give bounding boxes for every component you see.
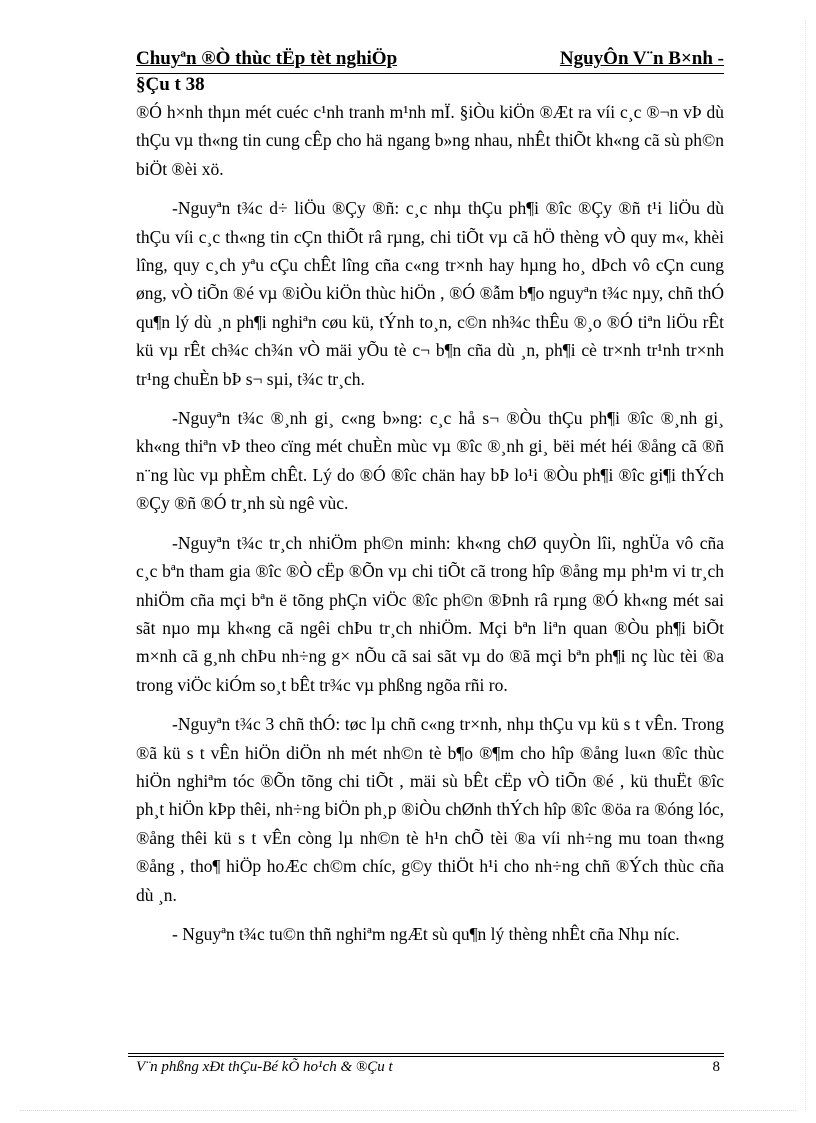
paragraph: -Nguyªn t¾c tr¸ch nhiÖm ph©n minh: kh«ng chØ quyÒn lîi, nghÜa vô cña c¸c bªn tham gia ®îc ®Ò cËp ®Õn vµ chi tiÕt cã trong hîp ®ång mµ ph¹m vi tr¸ch nhiÖm cña mçi bªn ë tõng phÇn viÖc ®îc ph©n ®Þnh râ rµng ®Ó kh«ng mét sai sãt nµo mµ kh«ng cã ngêi chÞu tr¸ch nhiÖm. Mçi bªn liªn quan ®Òu ph¶i biÕt m×nh cã g¸nh chÞu nh÷ng g× nÕu cã sai sãt vµ do ®ã mçi bªn ph¶i nç lùc tèi ®a trong viÖc kiÓm so¸t bÊt tr¾c vµ phßng ngõa rñi ro. [136, 532, 724, 695]
page-header [136, 48, 724, 70]
paragraph: -Nguyªn t¾c ®¸nh gi¸ c«ng b»ng: c¸c hå s¬ ®Òu thÇu ph¶i ®îc ®¸nh gi¸ kh«ng thiªn vÞ theo cïng mét chuÈn mùc vµ ®îc ®¸nh gi¸ bëi mét héi ®ång cã ®ñ n¨ng lùc vµ phÈm chÊt. Lý do ®Ó ®îc chän hay bÞ lo¹i ®Òu ph¶i ®îc gi¶i thÝch ®Çy ®ñ ®Ó tr¸nh sù ngê vùc. [136, 408, 724, 514]
page-edge [805, 20, 806, 1110]
paragraph: -Nguyªn t¾c 3 chñ thÓ: tøc lµ chñ c«ng tr×nh, nhµ thÇu vµ kü s t vÊn. Trong ®ã kü s t vÊn hiÖn diÖn nh mét nh©n tè b¶o ®¶m cho hîp ®ång lu«n ®îc thùc hiÖn nghiªm tóc ®Õn tõng chi tiÕt , mäi sù bÊt cËp vÒ tiÕn ®é , kü thuËt ®îc ph¸t hiÖn kÞp thêi, nh÷ng biÖn ph¸p ®iÒu chØnh thÝch hîp ®îc ®öa ra ®óng lóc, ®ång thêi kü s t vÊn còng lµ nh©n tè h¹n chÕ tèi ®a víi nh÷ng mu toan th«ng ®ång , tho¶ hiÖp hoÆc ch©m chíc, g©y thiÖt h¹i cho nh÷ng chñ ®Ých thùc cña dù ¸n. [136, 714, 724, 905]
paragraph: - Nguyªn t¾c tu©n thñ nghiªm ngÆt sù qu¶n lý thèng nhÊt cña Nhµ níc. [172, 923, 680, 944]
paragraph: -Nguyªn t¾c d÷ liÖu ®Çy ®ñ: c¸c nhµ thÇu ph¶i ®îc ®Çy ®ñ t¹i liÖu dù thÇu víi c¸c th«ng tin cÇn thiÕt râ rµng, chi tiÕt vµ cã hÖ thèng vÒ quy m«, khèi lîng, quy c¸ch yªu cÇu chÊt lîng cña c«ng tr×nh hay hµng ho¸ dÞch vô cÇn cung øng, vÒ tiÕn ®é vµ ®iÒu kiÖn thùc hiÖn , ®Ó ®ẫm b¶o nguyªn t¾c nµy, chñ thÓ qu¶n lý dù ¸n ph¶i nghiªn cøu kü, tÝnh to¸n, c©n nh¾c thÊu ®¸o ®Ó tiªn liÖu rÊt kü vµ rÊt ch¾c ch¾n vÒ mäi yÕu tè c¬ b¶n cña dù ¸n, ph¶i cè tr×nh tr¹nh tr×nh tr¹ng chuÈn bÞ s¬ sµi, t¾c tr¸ch. [136, 198, 724, 389]
footer-text: V¨n phßng xĐt thÇu-Bé kÕ ho¹ch & ®Çu t [136, 1059, 393, 1075]
body-text [136, 98, 724, 959]
header-divider [136, 73, 724, 74]
paragraph: ®Ó h×nh thµn mét cuéc c¹nh tranh m¹nh mÏ. §iÒu kiÖn ®Æt ra víi c¸c ®¬n vÞ dù thÇu vµ th«ng tin cung cÊp cho hä ngang b»ng nhau, nhÊt thiÕt kh«ng cã sù ph©n biÖt ®èi xö. [136, 102, 724, 179]
page-edge [20, 1110, 796, 1111]
footer-divider [128, 1053, 724, 1054]
footer-divider [128, 1056, 724, 1057]
page-footer [136, 1058, 720, 1076]
header-subtitle: §Çu t 38 [136, 74, 205, 95]
page-number: 8 [712, 1059, 720, 1075]
header-title: Chuyªn ®Ò thùc tËp tèt nghiÖp [136, 48, 398, 69]
header-author: NguyÔn V¨n B×nh - [559, 48, 724, 69]
